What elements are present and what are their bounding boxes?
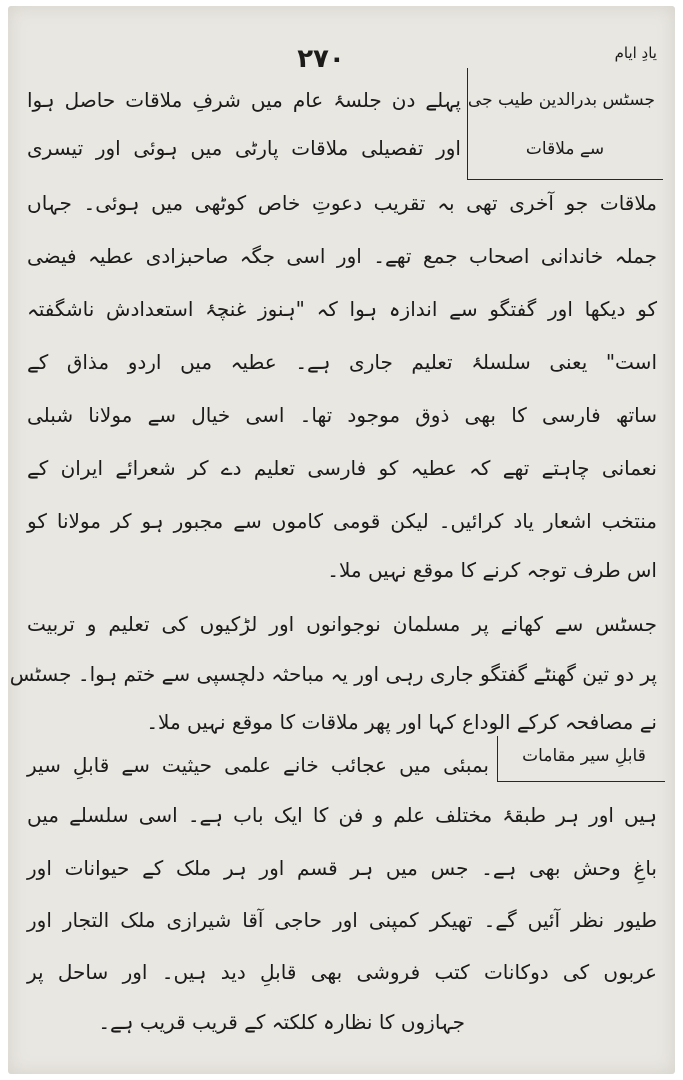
text-line: کو دیکھا اور گفتگو سے اندازہ ہوا کہ "ہنوز غنچۂ استعدادش ناشگفتہ <box>27 297 657 321</box>
text-line: عربوں کی دوکانات کتب فروشی بھی قابلِ دید ہیں۔ اور ساحل پر <box>27 960 657 984</box>
margin-note-box <box>497 736 665 782</box>
text-line: جہازوں کا نظارہ کلکتہ کے قریب قریب ہے۔ <box>98 1010 465 1034</box>
text-line: بمبئی میں عجائب خانے علمی حیثیت سے قابلِ سیر <box>27 753 489 777</box>
text-line: باغِ وحش بھی ہے۔ جس میں ہر قسم اور ہر ملک کے حیوانات اور <box>27 856 657 880</box>
text-line: پر دو تین گھنٹے گفتگو جاری رہی اور یہ مباحثہ دلچسپی سے ختم ہوا۔ جسٹس <box>9 662 657 686</box>
text-line: نعمانی چاہتے تھے کہ عطیہ کو فارسی تعلیم دے کر شعرائے ایران کے <box>27 456 657 480</box>
text-line: ملاقات جو آخری تھی بہ تقریب دعوتِ خاص کوٹھی میں ہوئی۔ جہاں <box>27 191 657 215</box>
text-line: طیور نظر آئیں گے۔ تھیکر کمپنی اور حاجی آقا شیرازی ملک التجار اور <box>27 908 657 932</box>
text-line: نے مصافحہ کرکے الوداع کہا اور پھر ملاقات کا موقع نہیں ملا۔ <box>146 710 657 734</box>
book-page <box>8 6 675 1074</box>
text-line: منتخب اشعار یاد کرائیں۔ لیکن قومی کاموں سے مجبور ہو کر مولانا کو <box>27 509 657 533</box>
text-line: ساتھ فارسی کا بھی ذوق موجود تھا۔ اسی خیال سے مولانا شبلی <box>27 403 657 427</box>
margin-note-box <box>467 68 663 180</box>
page-number: ۲۷۰ <box>297 44 345 74</box>
text-line: است" یعنی سلسلۂ تعلیم جاری ہے۔ عطیہ میں اردو مذاق کے <box>27 350 657 374</box>
margin-note-line: جسٹس بدرالدین طیب جی <box>467 90 655 110</box>
margin-note-line: سے ملاقات <box>525 139 605 159</box>
text-line: جسٹس سے کھانے پر مسلمان نوجوانوں اور لڑکیوں کی تعلیم و تربیت <box>27 612 657 636</box>
text-line: جملہ خاندانی اصحاب جمع تھے۔ اور اسی جگہ صاحبزادی عطیہ فیضی <box>27 244 657 268</box>
text-line: پہلے دن جلسۂ عام میں شرفِ ملاقات حاصل ہوا <box>27 88 461 112</box>
text-line: اس طرف توجہ کرنے کا موقع نہیں ملا۔ <box>327 558 657 582</box>
running-header: یادِ ایام <box>614 44 657 62</box>
text-line: ہیں اور ہر طبقۂ مختلف علم و فن کا ایک باب ہے۔ اسی سلسلے میں <box>27 803 657 827</box>
text-line: اور تفصیلی ملاقات پارٹی میں ہوئی اور تیسری <box>27 136 461 160</box>
margin-note-line: قابلِ سیر مقامات <box>522 746 646 766</box>
